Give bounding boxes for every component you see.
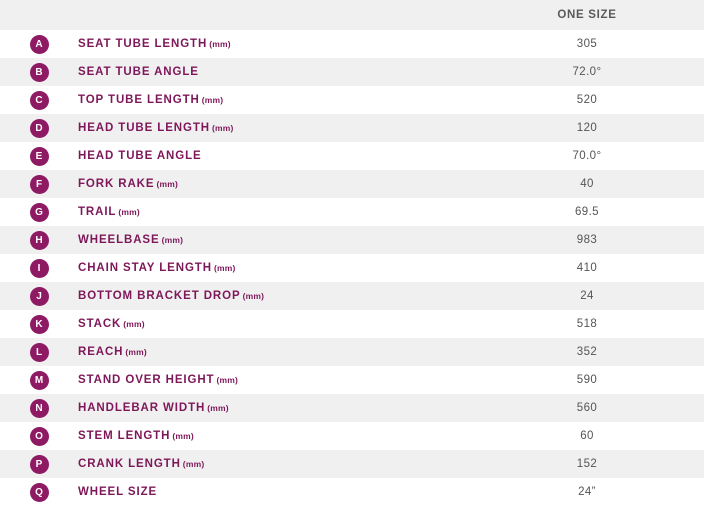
row-badge-cell [0, 198, 78, 226]
row-label-cell [78, 366, 470, 394]
row-value-cell: 40 [470, 170, 704, 198]
row-label: WHEELBASE [78, 234, 160, 246]
row-label-cell [78, 478, 470, 506]
table-row [0, 86, 704, 114]
row-badge: O [30, 427, 49, 446]
row-label: TRAIL [78, 206, 117, 218]
row-badge-cell [0, 366, 78, 394]
row-label: HANDLEBAR WIDTH [78, 402, 206, 414]
row-badge-cell [0, 338, 78, 366]
row-value-cell: 560 [470, 394, 704, 422]
row-label-cell [78, 198, 470, 226]
row-label: WHEEL SIZE [78, 486, 158, 498]
row-unit: (mm) [207, 403, 229, 413]
row-badge: J [30, 287, 49, 306]
table-row [0, 366, 704, 394]
row-badge-cell [0, 86, 78, 114]
row-value-cell: 69.5 [470, 198, 704, 226]
row-badge: N [30, 399, 49, 418]
row-label-cell [78, 170, 470, 198]
row-badge: G [30, 203, 49, 222]
table-body [0, 30, 704, 506]
row-unit: (mm) [216, 375, 239, 385]
row-label: STACK [78, 318, 122, 330]
table-row [0, 422, 704, 450]
row-unit: (mm) [182, 459, 205, 469]
table-header-row [0, 0, 704, 30]
row-badge-cell [0, 114, 78, 142]
table-row [0, 198, 704, 226]
row-badge-cell [0, 226, 78, 254]
row-badge: I [30, 259, 49, 278]
row-badge-cell [0, 254, 78, 282]
row-value-cell: 24 [470, 282, 704, 310]
row-unit: (mm) [209, 39, 231, 49]
row-label-cell [78, 282, 470, 310]
row-unit: (mm) [213, 263, 236, 273]
row-unit: (mm) [161, 235, 184, 245]
table-row [0, 170, 704, 198]
row-badge: C [30, 91, 49, 110]
row-label-cell [78, 422, 470, 450]
row-label-cell [78, 86, 470, 114]
row-label: HEAD TUBE LENGTH [78, 122, 210, 134]
row-badge: L [30, 343, 49, 362]
header-blank [0, 0, 470, 30]
row-badge: F [30, 175, 49, 194]
row-label: STEM LENGTH [78, 430, 171, 442]
row-badge-cell [0, 450, 78, 478]
row-value-cell: 305 [470, 30, 704, 58]
table-row [0, 478, 704, 506]
row-badge: B [30, 63, 49, 82]
row-unit: (mm) [125, 347, 147, 357]
row-badge-cell [0, 170, 78, 198]
row-label-cell [78, 254, 470, 282]
row-badge-cell [0, 310, 78, 338]
row-badge-cell [0, 394, 78, 422]
table-row [0, 338, 704, 366]
row-value-cell: 410 [470, 254, 704, 282]
row-badge: E [30, 147, 49, 166]
row-label: HEAD TUBE ANGLE [78, 150, 202, 162]
row-value-cell: 152 [470, 450, 704, 478]
row-badge-cell [0, 142, 78, 170]
row-label-cell [78, 142, 470, 170]
table-row [0, 450, 704, 478]
row-label: STAND OVER HEIGHT [78, 374, 215, 386]
table-row [0, 394, 704, 422]
row-label-cell [78, 338, 470, 366]
table-row [0, 58, 704, 86]
row-unit: (mm) [242, 291, 265, 301]
table-row [0, 226, 704, 254]
row-badge: A [30, 35, 49, 54]
row-label-cell [78, 58, 470, 86]
row-badge-cell [0, 282, 78, 310]
table-row [0, 282, 704, 310]
row-value-cell: 983 [470, 226, 704, 254]
row-label-cell [78, 450, 470, 478]
row-badge-cell [0, 30, 78, 58]
row-label: TOP TUBE LENGTH [78, 94, 200, 106]
row-value-cell: 72.0° [470, 58, 704, 86]
row-label: REACH [78, 346, 124, 358]
row-value-cell: 520 [470, 86, 704, 114]
row-value-cell: 352 [470, 338, 704, 366]
row-badge-cell [0, 478, 78, 506]
row-label: SEAT TUBE ANGLE [78, 66, 199, 78]
row-badge: K [30, 315, 49, 334]
table-row [0, 114, 704, 142]
row-value-cell: 590 [470, 366, 704, 394]
row-label-cell [78, 226, 470, 254]
row-value-cell: 60 [470, 422, 704, 450]
row-label: CHAIN STAY LENGTH [78, 262, 212, 274]
row-badge: P [30, 455, 49, 474]
row-badge: D [30, 119, 49, 138]
row-value-cell: 120 [470, 114, 704, 142]
table-header [0, 0, 704, 30]
row-unit: (mm) [123, 319, 145, 329]
table-row [0, 310, 704, 338]
table-row [0, 254, 704, 282]
row-label-cell [78, 114, 470, 142]
header-one-size: ONE SIZE [470, 0, 704, 30]
row-label-cell [78, 30, 470, 58]
row-badge: H [30, 231, 49, 250]
row-badge: Q [30, 483, 49, 502]
row-unit: (mm) [201, 95, 224, 105]
row-unit: (mm) [118, 207, 140, 217]
row-label: CRANK LENGTH [78, 458, 181, 470]
row-label: FORK RAKE [78, 178, 155, 190]
row-badge-cell [0, 58, 78, 86]
row-badge: M [30, 371, 49, 390]
row-label-cell [78, 310, 470, 338]
row-unit: (mm) [172, 431, 194, 441]
row-unit: (mm) [211, 123, 234, 133]
row-badge-cell [0, 422, 78, 450]
row-value-cell: 24” [470, 478, 704, 506]
row-label: BOTTOM BRACKET DROP [78, 290, 241, 302]
row-label-cell [78, 394, 470, 422]
row-label: SEAT TUBE LENGTH [78, 38, 208, 50]
table-row [0, 30, 704, 58]
table-row [0, 142, 704, 170]
row-value-cell: 70.0° [470, 142, 704, 170]
row-unit: (mm) [156, 179, 179, 189]
row-value-cell: 518 [470, 310, 704, 338]
